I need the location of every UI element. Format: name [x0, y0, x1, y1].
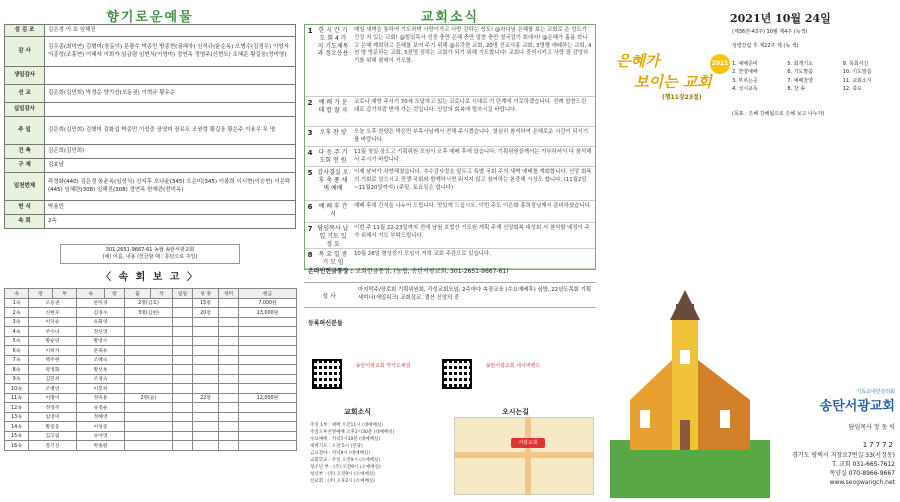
- theme-line-2: 보이는 교회: [634, 73, 712, 91]
- offering-row: [5, 159, 296, 173]
- group-leader: 이명이: [29, 393, 77, 403]
- news-category: 담임목사 납입 기도 일 정 요: [317, 225, 349, 248]
- group-no: 12속: [5, 403, 29, 413]
- group-bible: [193, 327, 219, 337]
- offering-account-line: 301-2651-9667-61 농협 송탄서광교회: [105, 247, 195, 253]
- group-leader: 김민희: [29, 374, 77, 384]
- group-attendance: [125, 355, 173, 365]
- meeting-column-header: 장: [29, 289, 53, 299]
- offering-names: 김은희(김민희) 김형미 김화섭 박종민 이성중 장영미 장유도 조원령 황길웅 황은주 이용우 무 명: [45, 117, 296, 145]
- year-badge: 2021: [710, 54, 730, 74]
- zip-code: 17772: [862, 441, 895, 449]
- group-rice: [219, 422, 239, 432]
- group-daily: [173, 365, 193, 375]
- group-no: 7속: [5, 355, 29, 365]
- group-assistant: 황선옥: [77, 365, 125, 375]
- news-category: 예 배 가 운 데 칼 잘 자: [318, 99, 348, 114]
- group-daily: [173, 393, 193, 403]
- service-order-item: 11. 교회소식: [842, 77, 872, 84]
- group-daily: [173, 298, 193, 308]
- offering-category: 섬 김 조: [5, 25, 45, 37]
- table-row: [5, 441, 297, 451]
- group-bible: [193, 346, 219, 356]
- news-text: 이제 날씨가 차향해졌습니다. 추수감사절을 앞두고 특별 국회 주의 새벽 예배를 계회합니다. 신앙 회복의 기회로 삼으시고 전쟁 국회와 함께하시면 뭐지지 않고 참여하는 본중해 시상도 합니다. (11월2일~11월20일까지) (주말, 토요일은 쉽니다): [354, 169, 592, 191]
- group-assistant: 김경수: [77, 308, 125, 318]
- group-attendance: [125, 374, 173, 384]
- offering-row: [5, 25, 296, 37]
- table-row: [5, 298, 297, 308]
- group-assistant: 조혜숙: [77, 355, 125, 365]
- news-text: 오늘 오후 찬양은 박은민 부목사님께서 전해 주시겠습니다. 열심히 참석하여 은혜로운 시간이 되시기를 바랍니다.: [354, 129, 589, 143]
- table-row: [5, 308, 297, 318]
- table-row: [5, 374, 297, 384]
- group-bible: [193, 403, 219, 413]
- group-bible: [193, 336, 219, 346]
- news-title: 교회소식: [420, 10, 480, 25]
- group-rice: [219, 374, 239, 384]
- bulletin-week: (제36권-43주) 10월 제4주 (녹색): [732, 29, 808, 35]
- news-number: 5: [307, 169, 313, 177]
- table-row: [5, 422, 297, 432]
- table-row: [5, 393, 297, 403]
- news-number: 4: [307, 149, 313, 157]
- offering-row: [5, 67, 296, 85]
- news-item: [305, 127, 595, 147]
- table-row: [5, 355, 297, 365]
- group-no: 6속: [5, 346, 29, 356]
- meeting-column-header: 장: [105, 289, 125, 299]
- group-rice: [219, 384, 239, 394]
- group-daily: [173, 308, 193, 318]
- group-assistant: 이성중: [77, 422, 125, 432]
- schedule-item: 새벽기도 : 오전 5시 (본당): [310, 443, 363, 449]
- group-offering: [239, 403, 297, 413]
- group-no: 5속: [5, 336, 29, 346]
- group-offering: [239, 317, 297, 327]
- offering-category: 선 교: [5, 85, 45, 103]
- table-row: [5, 365, 297, 375]
- group-assistant: 정혜영: [77, 412, 125, 422]
- group-bible: [193, 422, 219, 432]
- group-attendance: [125, 365, 173, 375]
- group-bible: 22장: [193, 393, 219, 403]
- offering-names: 김효남: [45, 159, 296, 173]
- offering-row: [5, 145, 296, 159]
- news-number: 2: [307, 99, 313, 107]
- group-assistant: 유정순: [77, 403, 125, 413]
- offering-account-box: [60, 244, 240, 264]
- group-no: 4속: [5, 327, 29, 337]
- group-daily: [173, 403, 193, 413]
- group-rice: [219, 336, 239, 346]
- service-order-item: 3. 부르는곳: [732, 77, 758, 84]
- meeting-report-table: [4, 288, 297, 451]
- table-row: [5, 336, 297, 346]
- directions-title: 오시는길: [502, 408, 530, 416]
- prayer-row: [304, 282, 596, 308]
- meeting-column-header: 성 경: [193, 289, 219, 299]
- group-bible: [193, 412, 219, 422]
- offering-category: 십일감사: [5, 103, 45, 117]
- news-item: [305, 167, 595, 201]
- table-row: [5, 327, 297, 337]
- group-offering: [239, 346, 297, 356]
- group-offering: 12,000원: [239, 393, 297, 403]
- offering-category: 주 일: [5, 117, 45, 145]
- service-order-item: 9. 목회서신: [842, 61, 869, 67]
- meeting-column-header: 속: [5, 289, 29, 299]
- liturgical-week: 성령강림 후 제22주 제 (녹 색): [732, 43, 799, 49]
- group-bible: [193, 355, 219, 365]
- group-bible: [193, 431, 219, 441]
- news-text: 코로나 예방 주사기 70세 도달하고 있는 코로나로 시대로 기 단계에 이로하겠습니다. 전례 말씀드린 대로 감기처럼 받게 가는 것입니다. 신앙의 회복에 힘쓰시길 바랍니다.: [354, 99, 587, 113]
- schedule-item: 청년부 : (주) 오전9시 (소예배실): [310, 471, 375, 477]
- group-attendance: 3명(김현): [125, 308, 173, 318]
- news-panel: [300, 0, 600, 502]
- news-text: 이번 주 11월 22-23일까지 전에 남원 호법산 기도원 게획 주재 신앙회복 대성회 서 참석할 예정이 주가 위해서 기도 부탁드립니다.: [354, 225, 590, 239]
- group-leader: 황순연: [29, 336, 77, 346]
- offering-names: 김우종(최미연) 김형미(장동이) 문광수 박종민 방종현(권해자) 신석규(윤순옥) 오병수(김정우) 이영자 이종성(조홍연) 이혜자 이희자 임금렴 임현식(이영미) 정연옥 정영주(신현모) 조혜준 황길웅(정미영): [45, 37, 296, 67]
- group-no: 1속: [5, 298, 29, 308]
- news-item: [305, 201, 595, 223]
- news-number: 6: [307, 203, 313, 211]
- group-no: 11속: [5, 393, 29, 403]
- group-bible: [193, 441, 219, 451]
- news-item: [305, 25, 595, 97]
- group-offering: [239, 365, 297, 375]
- church-name: 송탄서광교회: [819, 399, 895, 414]
- group-no: 10속: [5, 384, 29, 394]
- group-leader: 이희자: [29, 346, 77, 356]
- offering-row: [5, 215, 296, 229]
- offering-row: [5, 37, 296, 67]
- group-attendance: [125, 346, 173, 356]
- service-order-item: 10. 기도말씀: [842, 69, 872, 76]
- group-leader: 주수녀: [29, 327, 77, 337]
- service-order-item: 6. 기도말씀: [787, 69, 814, 76]
- offering-category: 헌 식: [5, 201, 45, 215]
- group-assistant: 조경숙: [77, 374, 125, 384]
- news-category: 목 요 일 중기 모 임: [318, 251, 348, 266]
- group-daily: [173, 431, 193, 441]
- schedule-item: 금요철야 : 저녁9시 (대예배실): [310, 450, 370, 456]
- news-number: 3: [307, 129, 313, 137]
- group-rice: [219, 431, 239, 441]
- group-daily: [173, 336, 193, 346]
- offering-category: 감 사: [5, 37, 45, 67]
- church-logo: [775, 388, 895, 431]
- group-no: 13속: [5, 412, 29, 422]
- group-no: 15속: [5, 431, 29, 441]
- table-row: [5, 431, 297, 441]
- group-attendance: [125, 403, 173, 413]
- group-bible: 15장: [193, 298, 219, 308]
- cover-panel: [600, 0, 900, 502]
- offering-title: 향기로운예물: [106, 10, 194, 25]
- prayer-text: 마지막주/장로회 기획위원회, 각성교회모임, 2주마다 속장교육 (수요예배후) 심방, 22년도목회 기획세미나(새일워크) 교회설교, 결산 신앙의 중: [358, 287, 592, 301]
- group-daily: [173, 384, 193, 394]
- group-assistant: 문목유: [77, 346, 125, 356]
- new-members-title: 등록하신분들: [308, 320, 343, 327]
- group-leader: 곽정화: [29, 365, 77, 375]
- offering-names: 곽정화(440) 김은경 봉윤옥(임성식) 신지후 오다윤(345) 오은미(345) 이봉희 이시현(이승현) 이은탁(445) 임혜란(308) 임해진(308) 정연옥 한재관(전미옥): [45, 173, 296, 201]
- service-order-item: 12. 축도: [842, 85, 862, 92]
- group-rice: [219, 393, 239, 403]
- service-schedule: [310, 423, 440, 486]
- table-row: [5, 403, 297, 413]
- group-attendance: [125, 441, 173, 451]
- group-daily: [173, 374, 193, 384]
- group-offering: [239, 441, 297, 451]
- group-offering: 13,000원: [239, 308, 297, 318]
- group-assistant: 이봉희: [77, 384, 125, 394]
- news-text: 11월 첫일 상도고 기획위원 모임이 오후 예배 후에 있습니다. 기획위원들께서는 거부하셔서 다 참석해서 주시기 바랍니다.: [354, 149, 592, 163]
- group-leader: 이덕순: [29, 317, 77, 327]
- news-text: 10월 28일 형성중기 모임이 저희 교회 주관으로 있습니다.: [354, 251, 491, 257]
- group-no: 16속: [5, 441, 29, 451]
- group-leader: 황길웅: [29, 422, 77, 432]
- offering-category: 건 축: [5, 145, 45, 159]
- offering-account-note: (예) 이름, 내용 (헌금할 때 : 통닭으로 주일): [102, 254, 198, 260]
- group-daily: [173, 355, 193, 365]
- prayer-label: 성 사: [322, 293, 336, 300]
- offering-names: [45, 103, 296, 117]
- kakao-qr-icon[interactable]: [312, 359, 342, 389]
- group-attendance: [125, 412, 173, 422]
- group-assistant: 박종원: [77, 441, 125, 451]
- service-order-item: 1. 예배준비: [732, 61, 758, 67]
- online-offering-label: 온라인헌금통장 :: [308, 268, 354, 275]
- offering-category: 생일감사: [5, 67, 45, 85]
- group-bible: [193, 374, 219, 384]
- news-category: 다 음 주 기도회 전 원: [318, 149, 348, 164]
- theme-line-1: 은혜가: [616, 52, 660, 70]
- news-category: 감사결실 오후 축 풍 새벽 예배: [317, 169, 349, 192]
- online-offering: [308, 266, 596, 275]
- group-rice: [219, 355, 239, 365]
- schedule-item: 주일 1부 : 예배 오전11시 (대예배실): [310, 423, 383, 428]
- group-rice: [219, 365, 239, 375]
- group-leader: 백주현: [29, 355, 77, 365]
- news-number: 7: [307, 225, 313, 233]
- church-address: [750, 440, 895, 487]
- yearly-goal: (목표 : 은혜 강해됨으로 은혜 보고 나누자): [732, 111, 825, 117]
- news-item: [305, 97, 595, 127]
- group-rice: [219, 327, 239, 337]
- group-attendance: [125, 317, 173, 327]
- meeting-column-header: 속: [77, 289, 105, 299]
- group-attendance: [125, 422, 173, 432]
- group-assistant: 황영수: [77, 336, 125, 346]
- news-category: 오후 찬 양: [319, 129, 347, 136]
- group-leader: 조병연: [29, 384, 77, 394]
- group-no: 14속: [5, 422, 29, 432]
- table-row: [5, 384, 297, 394]
- news-item: [305, 223, 595, 249]
- group-attendance: [125, 327, 173, 337]
- back-cover: [304, 355, 596, 497]
- group-rice: [219, 346, 239, 356]
- group-leader: 김고림: [29, 431, 77, 441]
- group-offering: [239, 327, 297, 337]
- group-daily: [173, 327, 193, 337]
- offering-row: [5, 117, 296, 145]
- street-address: 경기도 평택시 지장로7번길 33(서정동): [792, 451, 895, 459]
- service-order-item: 4. 성시교독: [732, 85, 758, 92]
- map-pin-icon: 서광교회: [511, 438, 545, 448]
- kakao-qr-label: 송탄서광교회 카카오채널: [355, 363, 411, 369]
- news-number: 8: [307, 251, 313, 259]
- group-rice: [219, 441, 239, 451]
- online-offering-value: 교회헌금통장, (농협, 송탄서광교회, 301-2651-9667-61): [355, 268, 509, 275]
- group-leader: 장기선: [29, 441, 77, 451]
- news-text: 예배 후에 간식을 나누어 드립니다. 맛있게 드십시오. 이번 주도 이은화 홍희정님께서 준비하셨습니다.: [354, 203, 592, 209]
- offering-row: [5, 173, 296, 201]
- group-attendance: [125, 384, 173, 394]
- meeting-column-header: 석: [151, 289, 173, 299]
- offering-row: [5, 103, 296, 117]
- schedule-item: 청소년 부 : (주) 오전9시 (소예배실): [310, 464, 381, 470]
- location-map[interactable]: [454, 417, 594, 495]
- group-offering: [239, 422, 297, 432]
- service-order-item: 2. 찬양예배: [732, 69, 758, 76]
- bulletin-date: 2021년 10월 24일: [730, 12, 831, 25]
- group-no: 9속: [5, 374, 29, 384]
- schedule-item: 주일오후찬양예배 오후2시30분 (대예배실): [310, 429, 395, 435]
- group-bible: [193, 317, 219, 327]
- group-offering: [239, 374, 297, 384]
- schedule-item: 수요예배 : 저녁7시30분 (대예배실): [310, 436, 381, 442]
- group-attendance: 2명(윤): [125, 393, 173, 403]
- group-rice: [219, 403, 239, 413]
- offering-row: [5, 201, 296, 215]
- group-assistant: 유아영: [77, 431, 125, 441]
- offering-category: 속 회: [5, 215, 45, 229]
- group-daily: [173, 422, 193, 432]
- group-no: 3속: [5, 317, 29, 327]
- offering-names: 박용민: [45, 201, 296, 215]
- schedule-item: 교회학교 : 주일 오전9시 (소예배실): [310, 457, 381, 463]
- news-item: [305, 147, 595, 167]
- group-attendance: [125, 336, 173, 346]
- group-assistant: 정미용: [77, 393, 125, 403]
- offering-panel: [0, 0, 300, 502]
- offering-names: [45, 67, 296, 85]
- order-of-service: [732, 60, 896, 93]
- news-category: 한 시 간 기 도 회 4 가 지 기도제목과 정오응용: [317, 27, 349, 58]
- group-leader: 오동권: [29, 298, 77, 308]
- group-rice: [219, 317, 239, 327]
- schedule-title: 교회소식: [344, 408, 372, 416]
- group-leader: 신현모: [29, 308, 77, 318]
- meeting-column-header: 일일: [173, 289, 193, 299]
- meeting-report-title: 〈 속 회 보 고 〉: [100, 272, 200, 283]
- map-road: [525, 418, 531, 495]
- news-text: 매일 새벽을 통하여 기도하며 사랑이가고 사랑 감하는 성도! @하나님 은혜를 보는 교회로 은 성도가 건강 지 있는 교회! @힘있목사 성중 충만 은혜 충만 말씀 충만 열국감기 회에서! @은혜가 흘름 학나고 은혜 제회하고 은혜를 보여 주기 위해 @유갓한 교회, 20명 선교사홍 교회, 3명행 애페하는 교회, 4천 명 방문하는 교회, 5천명 섬하는 교회가 되기 위해 기도합니다! 교회나 중석시키고 사랑 잘 감당하기를 위해 평레이 기도를.: [354, 27, 592, 65]
- service-order-item: 7. 예배찬양: [787, 77, 814, 84]
- group-assistant: 한미경: [77, 298, 125, 308]
- meeting-column-header: 출: [125, 289, 151, 299]
- table-row: [5, 317, 297, 327]
- theme-verse: (행11장23절): [662, 94, 702, 101]
- group-offering: [239, 336, 297, 346]
- group-offering: [239, 384, 297, 394]
- group-leader: 정영주: [29, 403, 77, 413]
- group-bible: [193, 365, 219, 375]
- group-rice: [219, 308, 239, 318]
- table-row: [5, 346, 297, 356]
- news-number: 1: [307, 27, 313, 35]
- meeting-column-header: 성미: [219, 289, 239, 299]
- group-attendance: 2명(김효): [125, 298, 173, 308]
- group-daily: [173, 346, 193, 356]
- group-bible: 20장: [193, 308, 219, 318]
- group-rice: [219, 412, 239, 422]
- group-daily: [173, 412, 193, 422]
- service-order-item: 8. 찬 송: [787, 85, 805, 92]
- offering-names: 김은희(김민희) 박경순 양기선(오동권) 이혁규 황유순: [45, 85, 296, 103]
- office-phone: 목양실 070-8966-9667: [829, 469, 895, 477]
- meeting-column-header: 부: [53, 289, 77, 299]
- offering-category: 일천번제: [5, 173, 45, 201]
- denomination: 기독교대한감리회: [856, 389, 895, 395]
- schedule-item: 선교회 : (주) 오후2시 (소예배실): [310, 478, 375, 484]
- offering-category: 구 제: [5, 159, 45, 173]
- pastor-name: 담임목사 장 동 익: [848, 424, 895, 431]
- news-category: 예 배 후 간 식: [318, 203, 348, 218]
- group-assistant: 정신영: [77, 327, 125, 337]
- church-building-icon: [610, 290, 770, 498]
- group-daily: [173, 441, 193, 451]
- church-phone: T. 교회 031-665-7612: [832, 460, 895, 468]
- band-qr-icon[interactable]: [442, 359, 472, 389]
- group-no: 2속: [5, 308, 29, 318]
- group-offering: [239, 412, 297, 422]
- offering-table: [4, 24, 296, 229]
- group-offering: [239, 355, 297, 365]
- group-bible: [193, 384, 219, 394]
- group-daily: [173, 317, 193, 327]
- offering-names: 김은희(김민희): [45, 145, 296, 159]
- theme-logo: [616, 50, 729, 101]
- meeting-column-header: 현금: [239, 289, 297, 299]
- service-order-item: 5. 회개기도: [787, 61, 814, 67]
- news-list: [304, 24, 596, 270]
- group-offering: 7,000원: [239, 298, 297, 308]
- band-qr-label: 송탄서광교회 네이버밴드: [485, 363, 541, 369]
- website-link[interactable]: www.seogwangch.net: [829, 478, 895, 486]
- offering-row: [5, 85, 296, 103]
- group-leader: 임영미: [29, 412, 77, 422]
- group-no: 8속: [5, 365, 29, 375]
- table-row: [5, 412, 297, 422]
- offering-names: 김은경 이 호 임해진: [45, 25, 296, 37]
- group-assistant: 유화영: [77, 317, 125, 327]
- group-offering: [239, 431, 297, 441]
- group-rice: [219, 298, 239, 308]
- offering-names: 2속: [45, 215, 296, 229]
- group-attendance: [125, 431, 173, 441]
